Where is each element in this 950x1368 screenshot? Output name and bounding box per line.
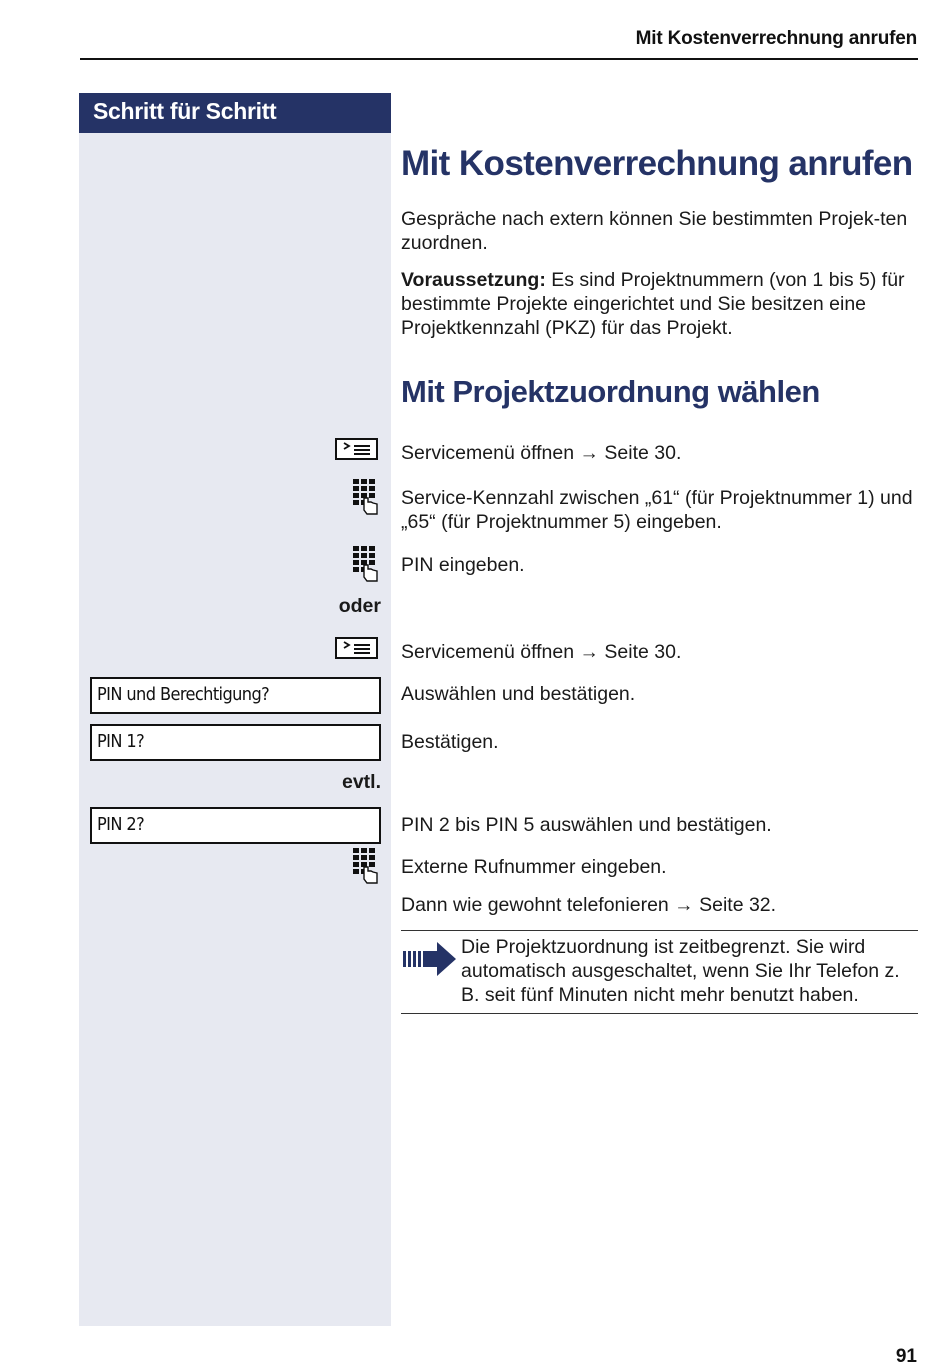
page-title: Mit Kostenverrechnung anrufen (401, 144, 913, 183)
optional-label: evtl. (341, 771, 381, 793)
step-text: Servicemenü öffnen → Seite 30. (401, 442, 682, 464)
step-text: Bestätigen. (401, 731, 499, 753)
keypad-icon (353, 479, 379, 515)
step-text: Auswählen und bestätigen. (401, 683, 636, 705)
step-text: PIN 2 bis PIN 5 auswählen und bestätigen. (401, 814, 772, 836)
step-text: Externe Rufnummer eingeben. (401, 856, 667, 878)
prerequisite-body: Es sind Projektnummern (von 1 bis 5) für bestimmte Projekte eingerichtet und Sie besitzen eine Projektkennzahl (PKZ) für das Projekt. (401, 269, 905, 339)
note-arrow-icon (401, 940, 457, 976)
display-option-pin-1[interactable]: PIN 1? (90, 724, 381, 761)
section-title: Mit Projektzuordnung wählen (401, 374, 820, 409)
header-rule (80, 58, 918, 60)
keypad-icon (353, 546, 379, 582)
display-option-pin-2[interactable]: PIN 2? (90, 807, 381, 844)
step-text: Service-Kennzahl zwischen „61“ (für Projektnummer 1) und „65“ (für Projektnummer 5) eingeben. (401, 487, 913, 533)
note-top-rule (401, 930, 918, 931)
step-text: Dann wie gewohnt telefonieren → Seite 32. (401, 894, 777, 916)
prerequisite-label: Voraussetzung: (401, 269, 546, 291)
keypad-icon (353, 848, 379, 884)
display-option-pin-berechtigung[interactable]: PIN und Berechtigung? (90, 677, 381, 714)
note-bottom-rule (401, 1013, 918, 1014)
running-header: Mit Kostenverrechnung anrufen (635, 28, 917, 49)
sidebar-title: Schritt für Schritt (79, 93, 391, 133)
prerequisite-text (401, 268, 921, 340)
step-text: Servicemenü öffnen → Seite 30. (401, 641, 682, 663)
note-text: Die Projektzuordnung ist zeitbegrenzt. Sie wird automatisch ausgeschaltet, wenn Sie Ihr Telefon z. B. seit fünf Minuten nicht mehr benutzt haben. (461, 936, 900, 1006)
step-text: PIN eingeben. (401, 554, 525, 576)
service-menu-icon (335, 637, 378, 659)
page-number: 91 (895, 1346, 917, 1367)
service-menu-icon (335, 438, 378, 460)
alternative-label: oder (338, 595, 381, 617)
intro-text: Gespräche nach extern können Sie bestimmten Projek-ten zuordnen. (401, 208, 908, 254)
